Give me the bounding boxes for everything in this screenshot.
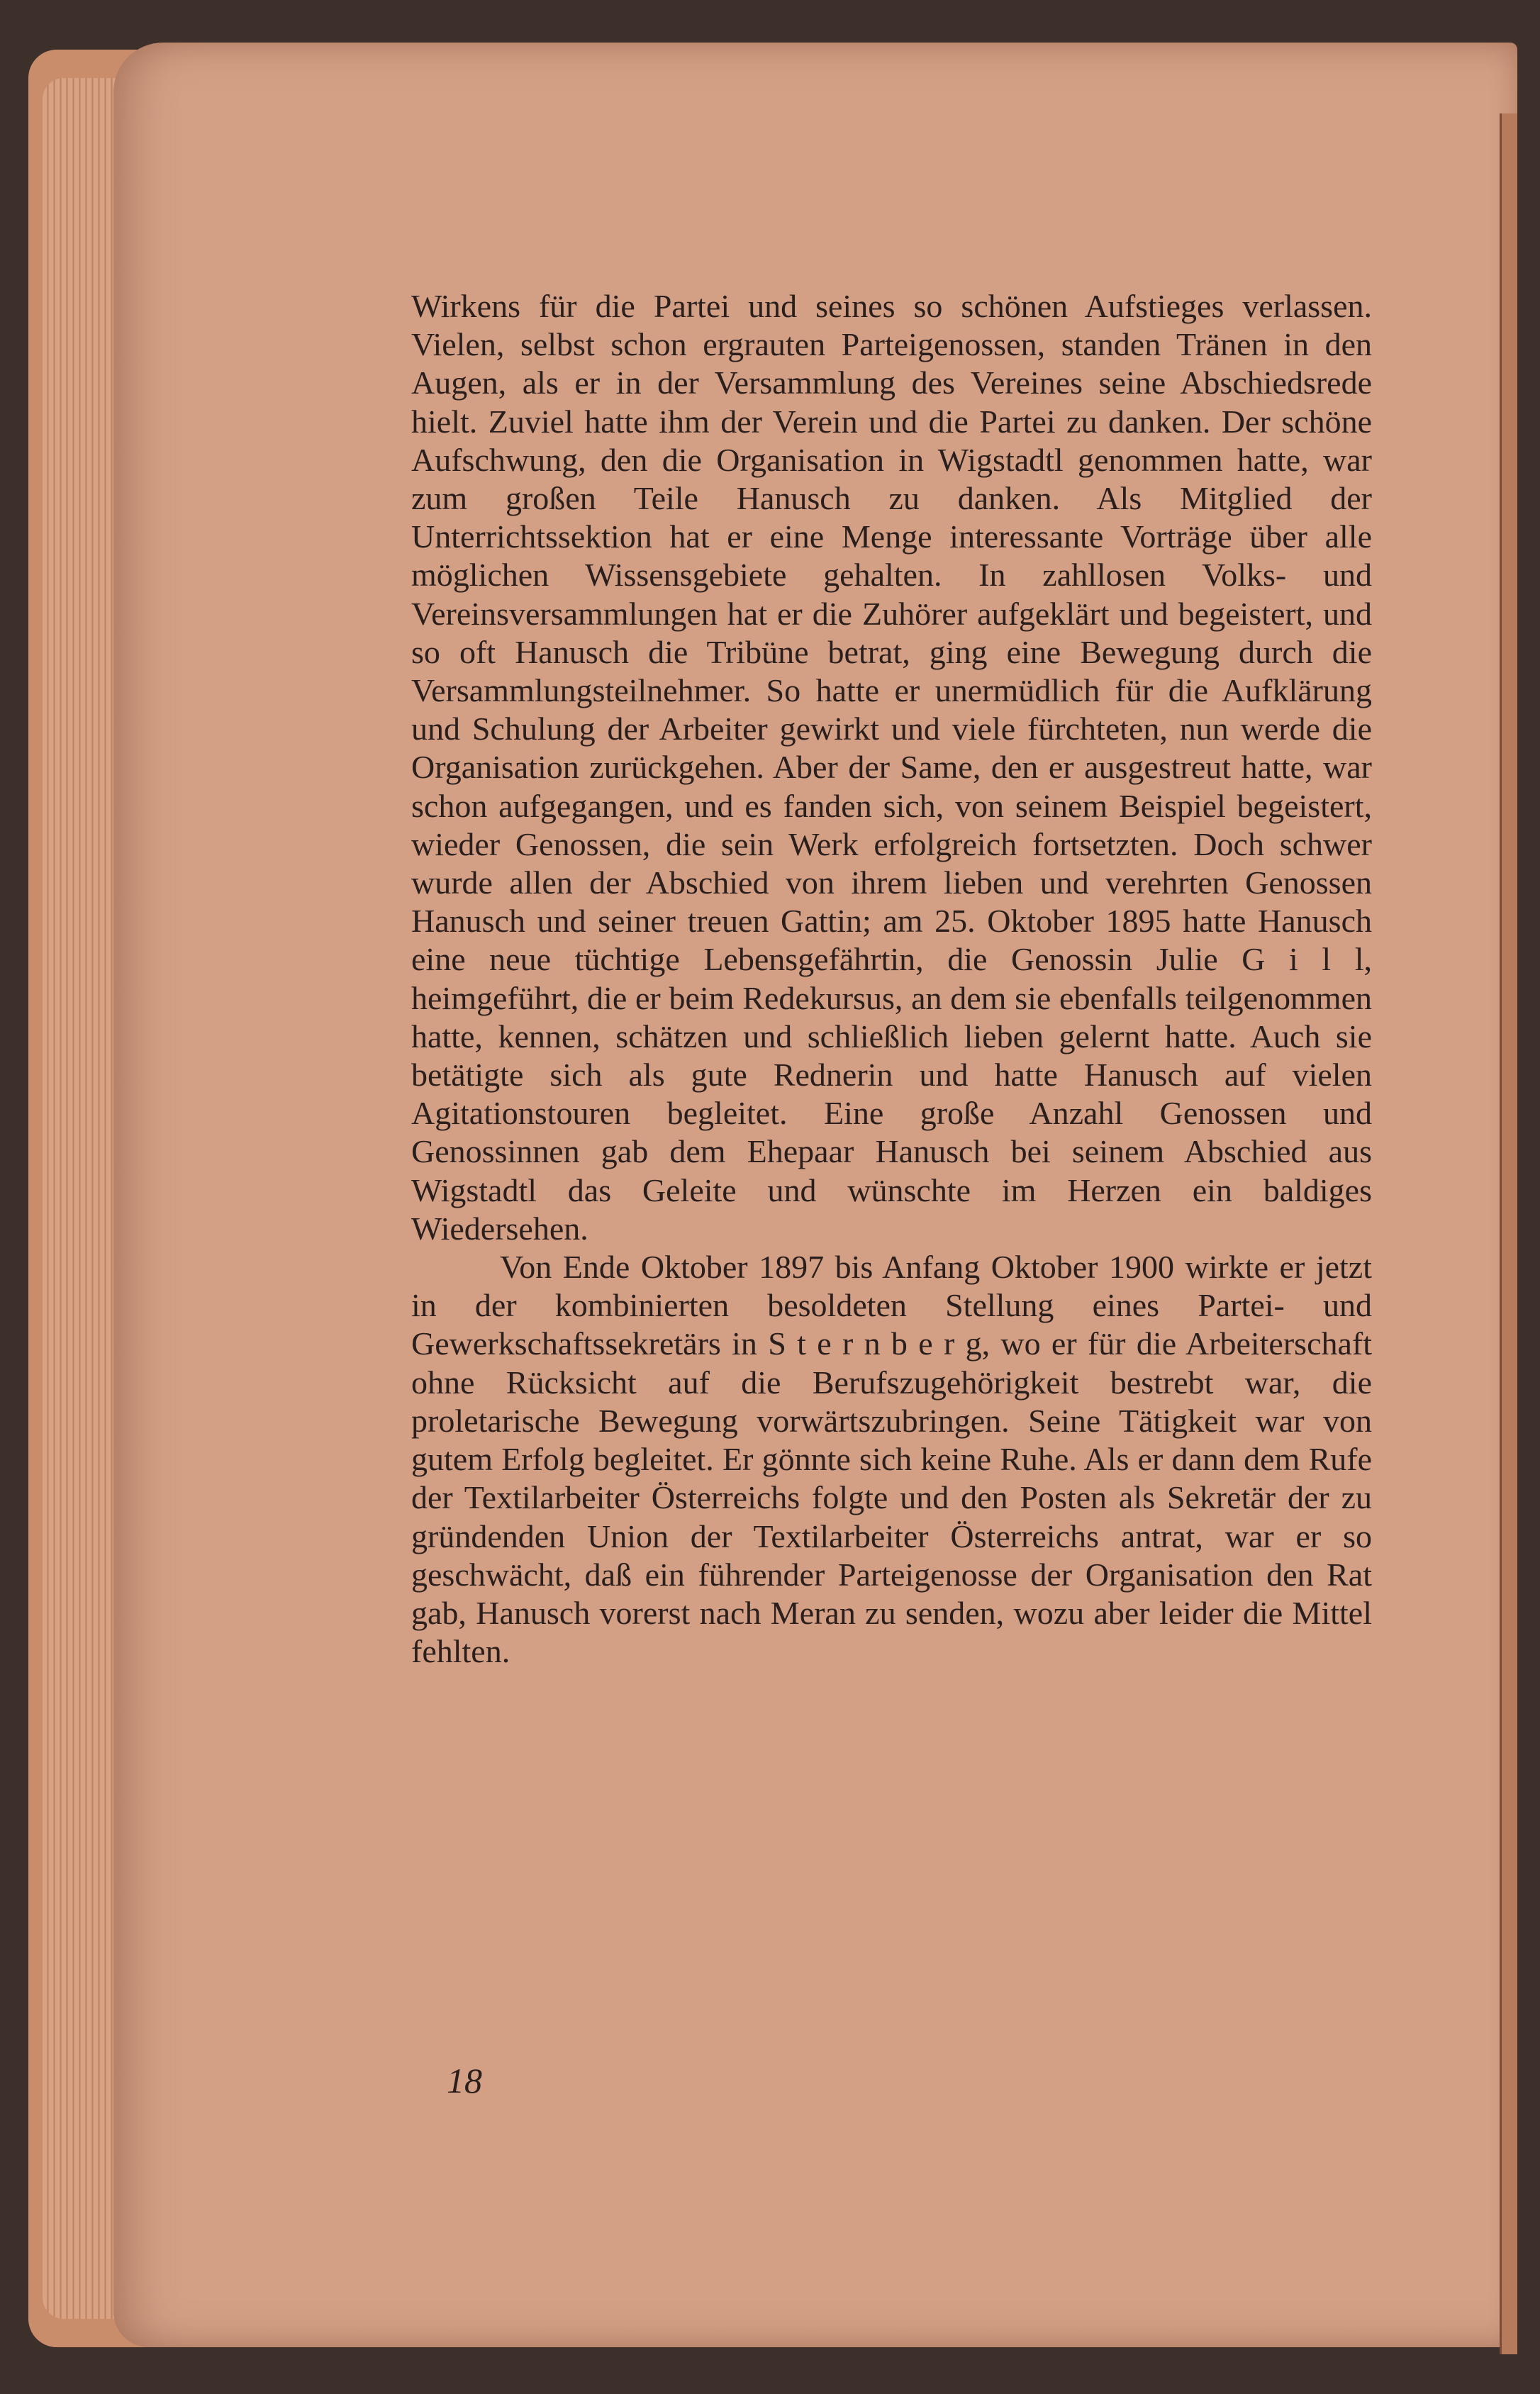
paragraph-2: Von Ende Oktober 1897 bis Anfang Oktober 1900 wirkte er jetzt in der kombinierten besoldeten Stellung eines Partei- und Gewerkschaftssekretärs in S t e r n b e r g, wo er für die Arbeiterschaft ohne Rücksicht auf die Berufszugehörigkeit bestrebt war, die proletarische Bewegung vorwärtszubringen. Seine Tätigkeit war von gutem Erfolg begleitet. Er gönnte sich keine Ruhe. Als er dann dem Rufe der Textilarbeiter Österreichs folgte und den Posten als Sekretär der zu gründenden Union der Textilarbeiter Österreichs antrat, war er so geschwächt, daß ein führender Parteigenosse der Organisation den Rat gab, Hanusch vorerst nach Meran zu senden, wozu aber leider die Mittel fehlten. — [411, 1249, 1372, 1670]
page-right-edge — [1500, 113, 1517, 2354]
body-text — [411, 287, 1372, 1671]
paragraph-1: Wirkens für die Partei und seines so schönen Aufstieges verlassen. Vielen, selbst schon ergrauten Parteigenossen, standen Tränen in den Augen, als er in der Versammlung des Vereines seine Abschiedsrede hielt. Zuviel hatte ihm der Verein und die Partei zu danken. Der schöne Aufschwung, den die Organisation in Wigstadtl genommen hatte, war zum großen Teile Hanusch zu danken. Als Mitglied der Unterrichtssektion hat er eine Menge interessante Vorträge über alle möglichen Wissensgebiete gehalten. In zahllosen Volks- und Vereinsversammlungen hat er die Zuhörer aufgeklärt und begeistert, und so oft Hanusch die Tribüne betrat, ging eine Bewegung durch die Versammlungsteilnehmer. So hatte er unermüdlich für die Aufklärung und Schulung der Arbeiter gewirkt und viele fürchteten, nun werde die Organisation zurückgehen. Aber der Same, den er ausgestreut hatte, war schon aufgegangen, und es fanden sich, von seinem Beispiel begeistert, wieder Genossen, die sein Werk erfolgreich fortsetzten. Doch schwer wurde allen der Abschied von ihrem lieben und verehrten Genossen Hanusch und seiner treuen Gattin; am 25. Oktober 1895 hatte Hanusch eine neue tüchtige Lebensgefährtin, die Genossin Julie G i l l, heimgeführt, die er beim Redekursus, an dem sie ebenfalls teilgenommen hatte, kennen, schätzen und schließlich lieben gelernt hatte. Auch sie betätigte sich als gute Rednerin und hatte Hanusch auf vielen Agitationstouren begleitet. Eine große Anzahl Genossen und Genossinnen gab dem Ehepaar Hanusch bei seinem Abschied aus Wigstadtl das Geleite und wünschte im Herzen ein baldiges Wiedersehen. — [411, 288, 1372, 1247]
page-number: 18 — [447, 2061, 482, 2100]
